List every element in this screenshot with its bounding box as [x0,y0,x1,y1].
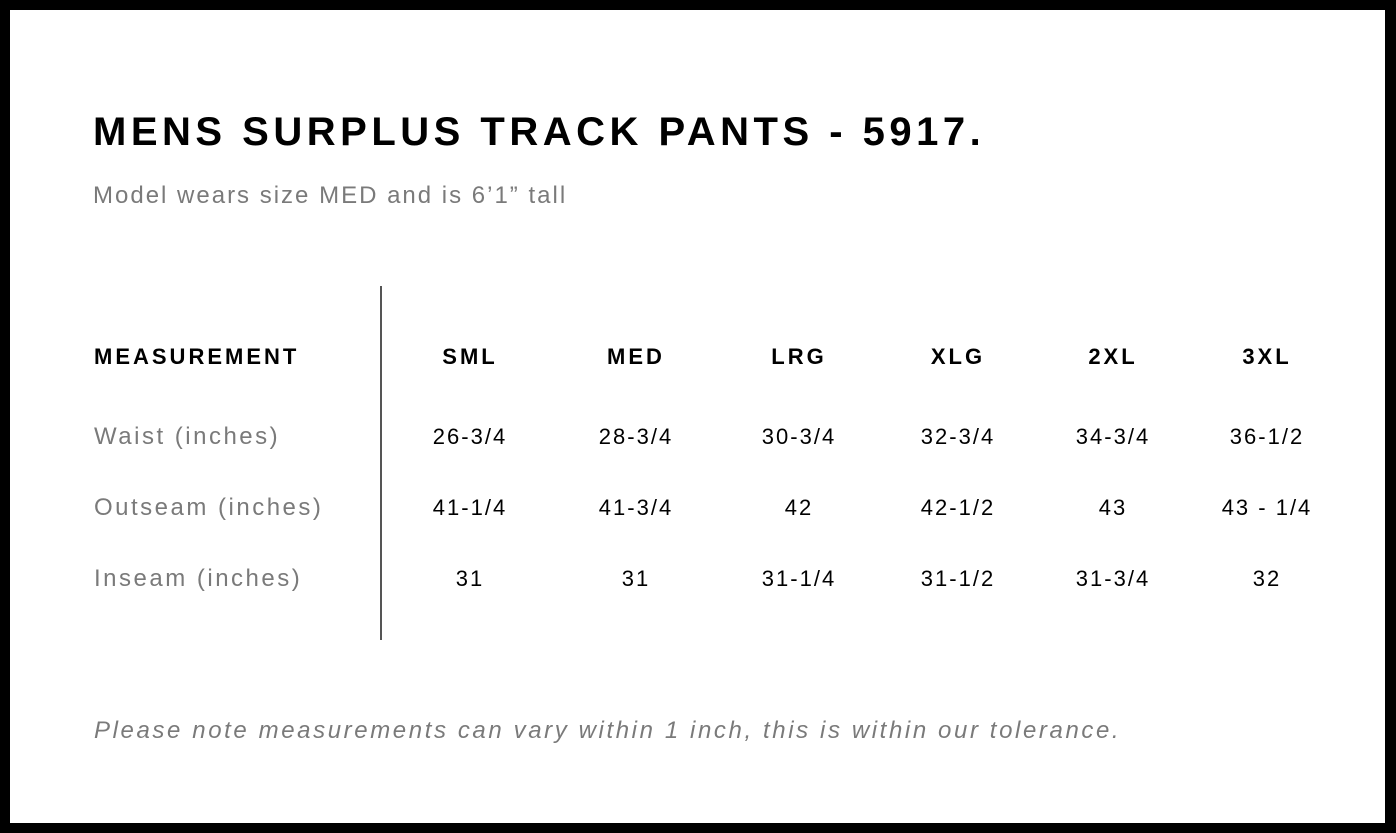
table-cell: 34-3/4 [1075,424,1151,449]
table-cell: 31 [621,566,651,591]
table-cell: 31-3/4 [1075,566,1151,591]
table-cell: 30-3/4 [761,424,837,449]
size-header-3xl: 3XL [1242,344,1292,369]
table-column-divider [380,286,382,640]
size-header-med: MED [607,344,665,369]
table-cell: 26-3/4 [432,424,508,449]
page-title: MENS SURPLUS TRACK PANTS - 5917. [93,110,986,154]
table-cell: 42 [784,495,814,520]
table-cell: 43 [1098,495,1128,520]
table-cell: 41-1/4 [432,495,508,520]
table-cell: 31 [455,566,485,591]
table-cell: 32-3/4 [920,424,996,449]
row-label-inseam: Inseam (inches) [94,565,303,592]
tolerance-note: Please note measurements can vary within 1 inch, this is within our tolerance. [94,717,1122,744]
table-cell: 28-3/4 [598,424,674,449]
size-header-xlg: XLG [930,344,986,369]
table-cell: 31-1/2 [920,566,996,591]
table-cell: 32 [1252,566,1282,591]
size-header-lrg: LRG [771,344,827,369]
table-cell: 43 - 1/4 [1221,495,1313,520]
row-label-outseam: Outseam (inches) [94,494,324,521]
model-info-subtitle: Model wears size MED and is 6’1” tall [93,182,568,209]
measurement-header: MEASUREMENT [94,344,300,369]
table-cell: 42-1/2 [920,495,996,520]
table-cell: 41-3/4 [598,495,674,520]
row-label-waist: Waist (inches) [94,423,281,450]
table-cell: 36-1/2 [1229,424,1305,449]
size-chart-card [10,10,1385,823]
table-cell: 31-1/4 [761,566,837,591]
size-header-2xl: 2XL [1088,344,1138,369]
size-header-sml: SML [442,344,498,369]
